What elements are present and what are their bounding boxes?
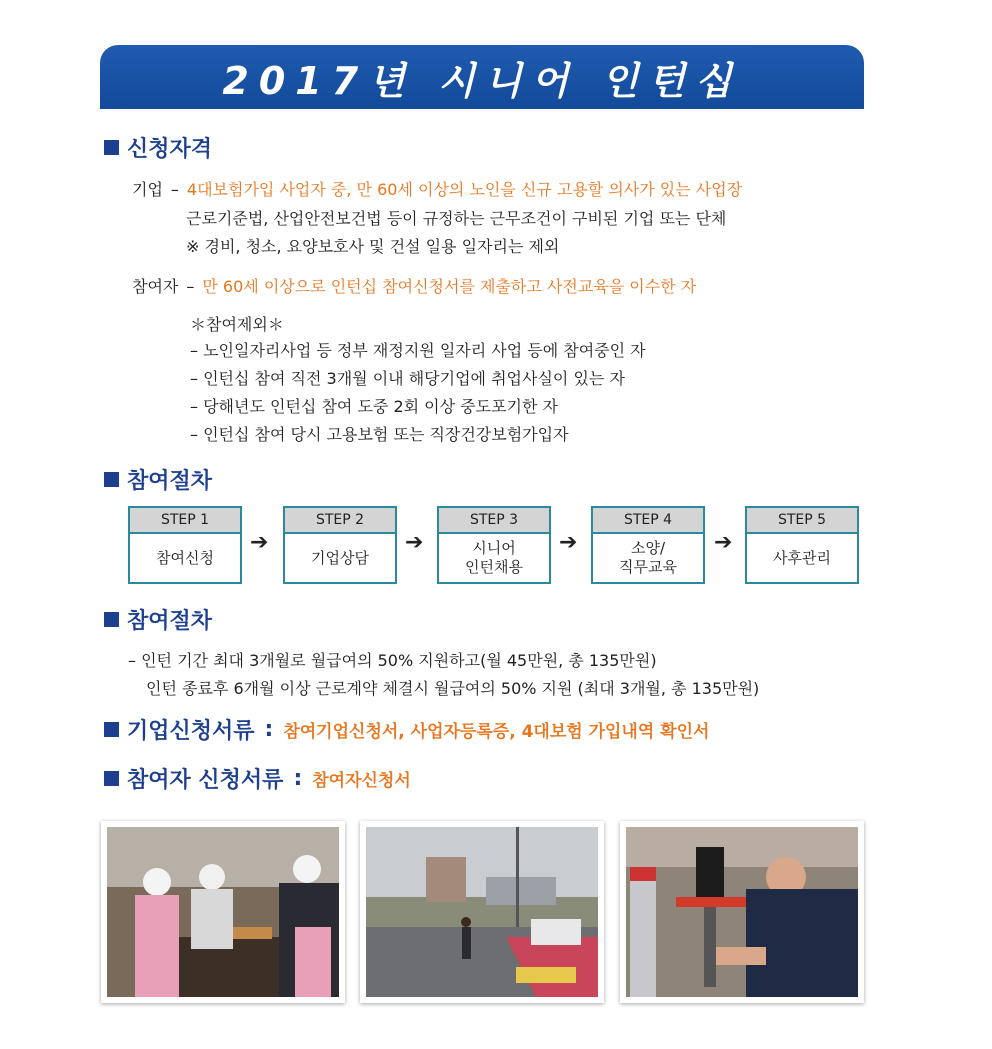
step-label: STEP 2 xyxy=(285,508,395,534)
arrow-right-icon: ➔ xyxy=(405,530,424,555)
exclusion-title: ＊참여제외＊ xyxy=(190,315,284,334)
company-docs-heading: 기업신청서류 : 참여기업신청서, 사업자등록증, 4대보험 가입내역 확인서 xyxy=(104,714,709,745)
title-banner xyxy=(100,45,864,109)
page-title: 2017년 시니어 인턴십 xyxy=(222,58,742,103)
exclusion-item: – 노인일자리사업 등 정부 재정지원 일자리 사업 등에 참여중인 자 xyxy=(190,341,646,360)
step-label: STEP 3 xyxy=(439,508,549,534)
company-docs-detail: 참여기업신청서, 사업자등록증, 4대보험 가입내역 확인서 xyxy=(283,722,710,742)
procedure-heading xyxy=(104,464,212,495)
company-line-1: 4대보험가입 사업자 중, 만 60세 이상의 노인을 신규 고용할 의사가 있는 사업장 xyxy=(186,180,743,199)
kitchen-workers-photo xyxy=(101,821,345,1003)
procedure-title: 참여절차 xyxy=(127,469,213,494)
step-box-5 xyxy=(745,506,859,584)
step-text: 사후관리 xyxy=(773,548,831,567)
arrow-right-icon: ➔ xyxy=(250,530,269,555)
step-box-1 xyxy=(128,506,242,584)
step-text: 시니어 인턴채용 xyxy=(465,539,523,576)
square-bullet-icon xyxy=(104,612,119,627)
participant-criteria: 참여자 – 만 60세 이상으로 인턴십 참여신청서를 제출하고 사전교육을 이수한 자 xyxy=(132,277,697,296)
company-docs-title: 기업신청서류 xyxy=(127,719,255,744)
step-label: STEP 5 xyxy=(747,508,857,534)
support-line-2: 인턴 종료후 6개월 이상 근로계약 체결시 월급여의 50% 지원 (최대 3개월, 총 135만원) xyxy=(146,679,760,698)
participant-label: 참여자 xyxy=(132,277,179,296)
participant-line: 만 60세 이상으로 인턴십 참여신청서를 제출하고 사전교육을 이수한 자 xyxy=(202,277,697,296)
step-box-3 xyxy=(437,506,551,584)
step-text: 기업상담 xyxy=(311,548,369,567)
square-bullet-icon xyxy=(104,722,119,737)
company-label: 기업 xyxy=(132,180,163,199)
participant-docs-detail: 참여자신청서 xyxy=(312,771,411,791)
traffic-guard-photo xyxy=(360,821,604,1003)
exclusion-item: – 인턴십 참여 직전 3개월 이내 해당기업에 취업사실이 있는 자 xyxy=(190,369,625,388)
eligibility-title: 신청자격 xyxy=(127,137,213,162)
participant-docs-heading: 참여자 신청서류 : 참여자신청서 xyxy=(104,763,411,794)
eligibility-heading xyxy=(104,132,212,163)
exclusion-item: – 당해년도 인턴십 참여 도중 2회 이상 중도포기한 자 xyxy=(190,397,558,416)
exclusion-item: – 인턴십 참여 당시 고용보험 또는 직장건강보험가입자 xyxy=(190,425,569,444)
step-text: 참여신청 xyxy=(156,548,214,567)
square-bullet-icon xyxy=(104,140,119,155)
support-title: 참여절차 xyxy=(127,609,213,634)
step-box-4 xyxy=(591,506,705,584)
participant-docs-title: 참여자 신청서류 xyxy=(127,768,284,793)
company-line-2: 근로기준법, 산업안전보건법 등이 규정하는 근무조건이 구비된 기업 또는 단체 xyxy=(186,209,727,228)
arrow-right-icon: ➔ xyxy=(714,530,733,555)
machine-worker-photo xyxy=(620,821,864,1003)
square-bullet-icon xyxy=(104,771,119,786)
step-text: 소양/ 직무교육 xyxy=(619,539,677,576)
square-bullet-icon xyxy=(104,472,119,487)
company-criteria: 기업 – 4대보험가입 사업자 중, 만 60세 이상의 노인을 신규 고용할 의사가 있는 사업장 xyxy=(132,180,743,199)
support-heading xyxy=(104,604,212,635)
company-note: ※ 경비, 청소, 요양보호사 및 건설 일용 일자리는 제외 xyxy=(186,237,560,256)
support-line-1: – 인턴 기간 최대 3개월로 월급여의 50% 지원하고(월 45만원, 총 135만원) xyxy=(128,651,657,670)
step-label: STEP 1 xyxy=(130,508,240,534)
step-box-2 xyxy=(283,506,397,584)
arrow-right-icon: ➔ xyxy=(559,530,578,555)
step-label: STEP 4 xyxy=(593,508,703,534)
